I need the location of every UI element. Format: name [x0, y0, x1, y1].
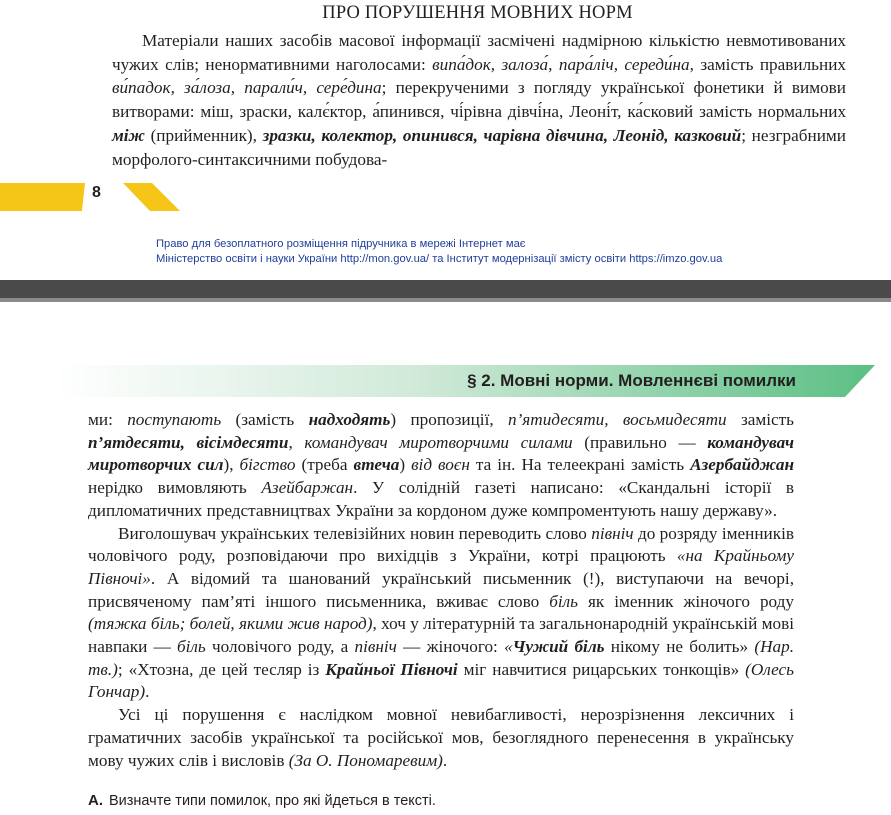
- text-segment: (Олесь Гончар): [88, 659, 795, 702]
- page-divider: [0, 280, 891, 298]
- text-segment: зразки, колектор, опинився, чарівна дівчина, Леонід, казковий: [262, 125, 742, 145]
- previous-page: [0, 0, 891, 280]
- text-segment: «на Крайньому Півночі»: [88, 546, 794, 588]
- task-line: [88, 792, 436, 809]
- text-segment: «: [504, 637, 513, 657]
- task-letter: А.: [88, 792, 103, 809]
- text-segment: Азербайджан: [690, 455, 794, 475]
- rights-notice: [156, 237, 722, 267]
- text-segment: ): [399, 455, 412, 475]
- text-segment: Виголошувач українських телевізійних новин переводить слово: [118, 523, 592, 543]
- text-segment: міг навчитися рицарських тонкощів»: [457, 659, 746, 679]
- text-segment: північ: [354, 637, 397, 657]
- text-segment: Леоні́т: [569, 102, 618, 122]
- text-segment: випа́док, залоза́, пара́ліч, середи́на: [432, 54, 690, 74]
- text-segment: втеча: [353, 455, 400, 475]
- text-segment: замість: [726, 410, 794, 429]
- text-segment: (правильно —: [572, 432, 708, 452]
- text-segment: від воєн: [411, 455, 470, 475]
- text-segment: нікому не болить»: [604, 637, 755, 657]
- text-segment: ,: [440, 102, 451, 122]
- text-segment: п’ятидесяти, восьмидесяти: [507, 410, 727, 429]
- text-segment: (замість: [221, 410, 309, 429]
- text-segment: поступають: [127, 410, 222, 429]
- yellow-band-tab: [82, 185, 124, 211]
- text-segment: ; незграбними морфолого-синтаксичними побудова-: [112, 125, 846, 169]
- yellow-band-right: [123, 183, 180, 211]
- text-segment: ви́падок, за́лоза, парали́ч, сере́дина: [112, 78, 382, 98]
- text-segment: .: [442, 750, 448, 770]
- text-segment: . А відомий та шанований український письменник (!), виступаючи на вечорі, присвяченому пам’яті іншого письменника, вживає слово: [88, 568, 794, 611]
- text-segment: командувач миротворчих сил: [88, 432, 794, 475]
- text-segment: чі́рівна дівчі́на: [450, 102, 560, 122]
- text-segment: бігство: [239, 455, 296, 475]
- text-segment: (За О. Пономаревим): [288, 750, 443, 770]
- text-segment: Чужий біль: [512, 637, 605, 657]
- text-segment: міш: [200, 102, 230, 122]
- article-paragraph-text: [112, 29, 846, 171]
- text-segment: та ін. На телеекрані замість: [469, 455, 691, 475]
- text-segment: нерідко вимовляють: [88, 478, 262, 498]
- text-segment: Матеріали наших засобів масової інформації засмічені надмірною кількістю невмотивованих чужих слів; ненормативними наголосами:: [112, 31, 846, 74]
- text-segment: ) пропозиції,: [390, 410, 508, 429]
- page-number-band: [0, 181, 891, 213]
- text-segment: ),: [223, 455, 240, 475]
- rights-line-1: Право для безоплатного розміщення підручника в мережі Інтернет має: [156, 238, 526, 250]
- text-segment: ,: [617, 102, 628, 122]
- section-body: [88, 409, 794, 772]
- text-segment: . У солідній газеті написано: «Скандальні історії в дипломатичних представництвах України за кордоном дуже компроментують нашу державу».: [88, 478, 794, 520]
- article-paragraph: [112, 29, 846, 171]
- text-segment: (Нар. тв.): [88, 637, 794, 679]
- text-segment: а́пинився: [372, 102, 441, 122]
- text-segment: .: [145, 682, 150, 702]
- body-paragraph: [88, 523, 794, 705]
- text-segment: ,: [287, 102, 298, 122]
- text-segment: калє́ктор: [297, 102, 363, 122]
- text-segment: ; «Хтозна, де цей тесляр із: [117, 659, 326, 679]
- text-segment: зраски: [239, 102, 288, 122]
- text-segment: ,: [288, 432, 305, 452]
- text-segment: біль: [177, 637, 206, 657]
- page-number: 8: [92, 184, 101, 201]
- section-title: § 2. Мовні норми. Мовленнєві помилки: [467, 371, 796, 390]
- text-segment: (тяжка біль; болей, якими жив народ): [88, 614, 373, 634]
- text-segment: до розряду іменників чоловічого роду, розповідаючи про вихідців з України, котрі працюють: [88, 523, 794, 566]
- text-segment: Азейбаржан: [261, 478, 354, 498]
- text-segment: чоловічого роду, а: [205, 637, 355, 657]
- body-paragraph: [88, 704, 794, 772]
- text-segment: , замість правильних: [689, 54, 846, 74]
- task-text: Визначте типи помилок, про які йдеться в тексті.: [109, 793, 436, 809]
- text-segment: Крайньої Півночі: [325, 659, 458, 679]
- text-segment: північ: [591, 523, 634, 543]
- text-segment: командувач миротворчими силами: [304, 432, 573, 452]
- text-segment: біль: [549, 591, 578, 611]
- text-segment: Усі ці порушення є наслідком мовної невибагливості, нерозрізнення лексичних і граматичних засобів української та російської мов, безоглядного перенесення в українську мову чужих слів і висловів: [88, 705, 794, 770]
- text-segment: ка́сковий: [627, 102, 694, 122]
- text-segment: (прийменник),: [144, 125, 263, 145]
- text-segment: як іменник жіночого роду: [578, 591, 794, 611]
- text-segment: ,: [229, 102, 240, 122]
- text-segment: ми:: [88, 410, 128, 429]
- body-paragraph: [88, 409, 794, 523]
- text-segment: надходять: [308, 410, 391, 429]
- text-segment: ,: [559, 102, 570, 122]
- article-title: ПРО ПОРУШЕННЯ МОВНИХ НОРМ: [322, 3, 633, 23]
- text-segment: ; перекрученими з погляду української фонетики й вимови витворами:: [112, 78, 846, 122]
- text-segment: між: [112, 125, 145, 145]
- text-segment: п’ятдесяти, вісімдесяти: [88, 432, 289, 452]
- text-segment: , хоч у літературній та загальнонародній українській мові навпаки —: [88, 614, 794, 657]
- rights-line-2[interactable]: Міністерство освіти і науки України http://mon.gov.ua/ та Інститут модернізації змісту освіти https://imzo.gov.ua: [156, 253, 723, 265]
- text-segment: — жіночого:: [396, 637, 505, 657]
- text-segment: ,: [362, 102, 373, 122]
- yellow-band-left: [0, 183, 85, 211]
- text-segment: замість нормальних: [693, 102, 847, 122]
- text-segment: (треба: [295, 455, 354, 475]
